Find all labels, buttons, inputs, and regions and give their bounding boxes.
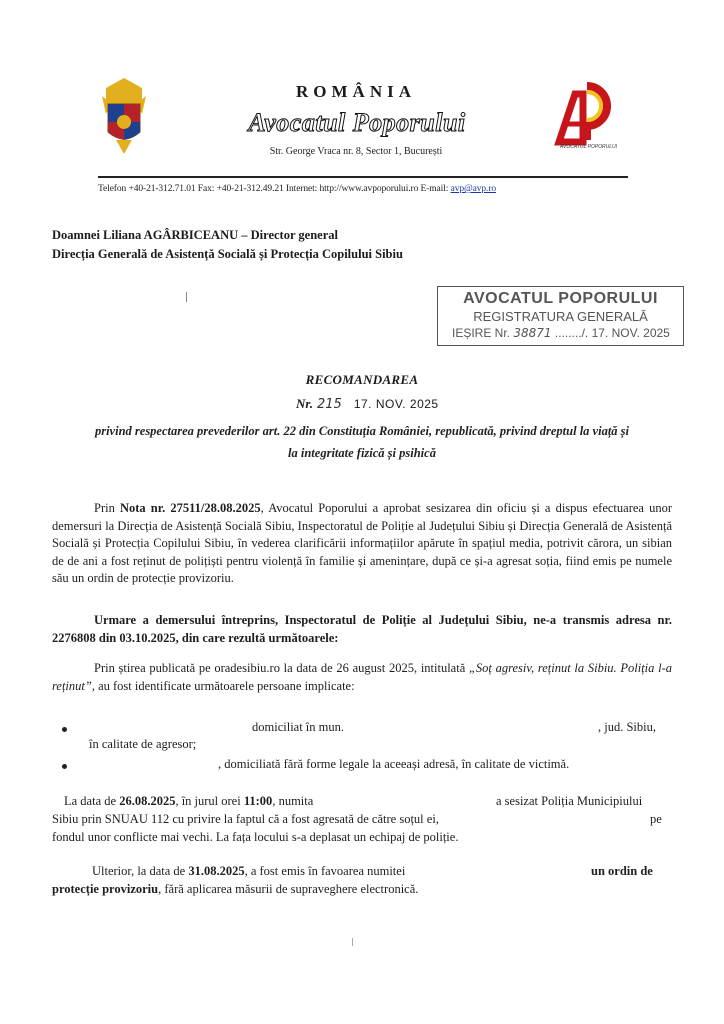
p1-note-ref: Nota nr. 27511/28.08.2025 [119,501,261,515]
paragraph-5-line-1-end [591,864,653,879]
paragraph-4-line-1 [64,794,313,809]
header-country: ROMÂNIA [296,82,416,101]
stamp-exit-number: 38871 [513,326,552,340]
p1-lead: Prin [94,501,120,515]
paragraph-5-line-1 [92,864,405,879]
paragraph-1 [52,500,672,588]
subject-line-2: la integritate fizică și psihică [288,446,436,460]
coat-of-arms-icon [100,74,148,156]
p3-quote: „Soț agresiv, reținut la Sibiu. Poliția l-a reținut” [52,661,672,693]
header-institution-text: Avocatul Poporului [248,108,466,137]
recipient-institution: Direcția Generală de Asistență Socială și Protecția Copilului Sibiu [52,247,403,261]
document-number-label: Nr. [296,396,313,411]
contact-text: Telefon +40-21-312.71.01 Fax: +40-21-312.49.21 Internet: http://www.avpoporului.ro E-mail: [98,184,451,194]
stamp-exit-line: IEȘIRE Nr. 38871 ......../. 17. NOV. 2025 [452,326,670,340]
paragraph-4-line-1-end: a sesizat Poliția Municipiului [496,794,643,808]
stamp-institution: AVOCATUL POPORULUI [463,290,658,307]
paragraph-4-line-3: fondul unor conflicte mai vechi. La fața locului s-a deplasat un echipaj de poliție. [52,830,459,844]
page-mark [352,938,353,946]
p4-time: 11:00 [243,794,273,808]
p5-mid: , a fost emis în favoarea numitei [244,864,406,878]
paragraph-2: Urmare a demersului întreprins, Inspectoratul de Poliție al Județului Sibiu, ne-a transmis adresa nr. 2276808 din 03.10.2025, din care rezultă următoarele: [52,613,672,645]
paragraph-4-line-2-end: pe [650,812,662,826]
p4-date: 26.08.2025 [119,794,176,808]
p4-mid: , în jurul orei [175,794,244,808]
bullet-2-dot [62,764,67,769]
p5-lead: Ulterior, la data de [92,864,189,878]
p5-rest: , fără aplicarea măsurii de supraveghere electronică. [158,882,419,896]
p5-date: 31.08.2025 [188,864,245,878]
header-address: Str. George Vraca nr. 8, Sector 1, București [269,146,443,157]
p1-text: , Avocatul Poporului a aprobat sesizarea din oficiu și a dispus efectuarea unor demersuri la Direcția de Asistență Socială Sibiu, Inspectoratul de Poliție al Județului Sibiu și Direcția Generală de Asistență Socială și Protecția Copilului Sibiu, în vederea clarificării informațiilor apărute în spațiul media, potrivit cărora, un sibian de de ani a fost reținut de polițiști pentru violență în familie și amenințare, după ce și-a agresat soția, fiind emis pe numele său un ordin de protecție provizoriu. [52,501,672,585]
header-divider [98,176,628,178]
p4-lead: La data de [64,794,120,808]
document-title: RECOMANDAREA [305,372,419,387]
stamp-exit-label: IEȘIRE Nr. [452,326,511,340]
document-subject [52,420,672,464]
document-date: 17. NOV. 2025 [353,397,439,411]
p3-lead: Prin știrea publicată pe oradesibiu.ro la data de 26 august 2025, intitulată [94,661,469,675]
bullet-1-line-2: în calitate de agresor; [89,737,197,751]
email-link[interactable]: avp@avp.ro [450,184,497,194]
bullet-1-part-2: , jud. Sibiu, [598,720,656,734]
stamp-exit-date: 17. NOV. 2025 [591,326,670,340]
subject-line-1: privind respectarea prevederilor art. 22 din Constituția României, republicată, privind dreptul la viață și [94,424,630,438]
document-number [296,396,439,412]
p4-rest-1: , numita [272,794,314,808]
logo-caption: AVOCATUL POPORULUI [560,144,618,150]
paragraph-4-line-2: Sibiu prin SNUAU 112 cu privire la faptul că a fost agresată de către soțul ei, [52,812,439,826]
document-number-value: 215 [316,397,342,412]
margin-mark [186,292,187,302]
recipient-name: Doamnei Liliana AGÂRBICEANU – Director general [52,228,338,242]
p3-text: , au fost identificate următoarele persoane implicate: [91,678,355,693]
p5-end: un ordin de [591,864,653,878]
header-institution [226,108,488,138]
bullet-1-part-1: domiciliat în mun. [252,720,345,734]
paragraph-3 [52,660,672,695]
bullet-2-text: , domiciliată fără forme legale la aceeași adresă, în calitate de victimă. [218,757,570,771]
contact-line [98,184,628,194]
registry-stamp [437,286,684,346]
bullet-1-dot [62,727,67,732]
p5-protection: protecție provizoriu [52,882,159,896]
stamp-registry: REGISTRATURA GENERALĂ [473,309,648,324]
paragraph-5-line-2 [52,882,418,897]
